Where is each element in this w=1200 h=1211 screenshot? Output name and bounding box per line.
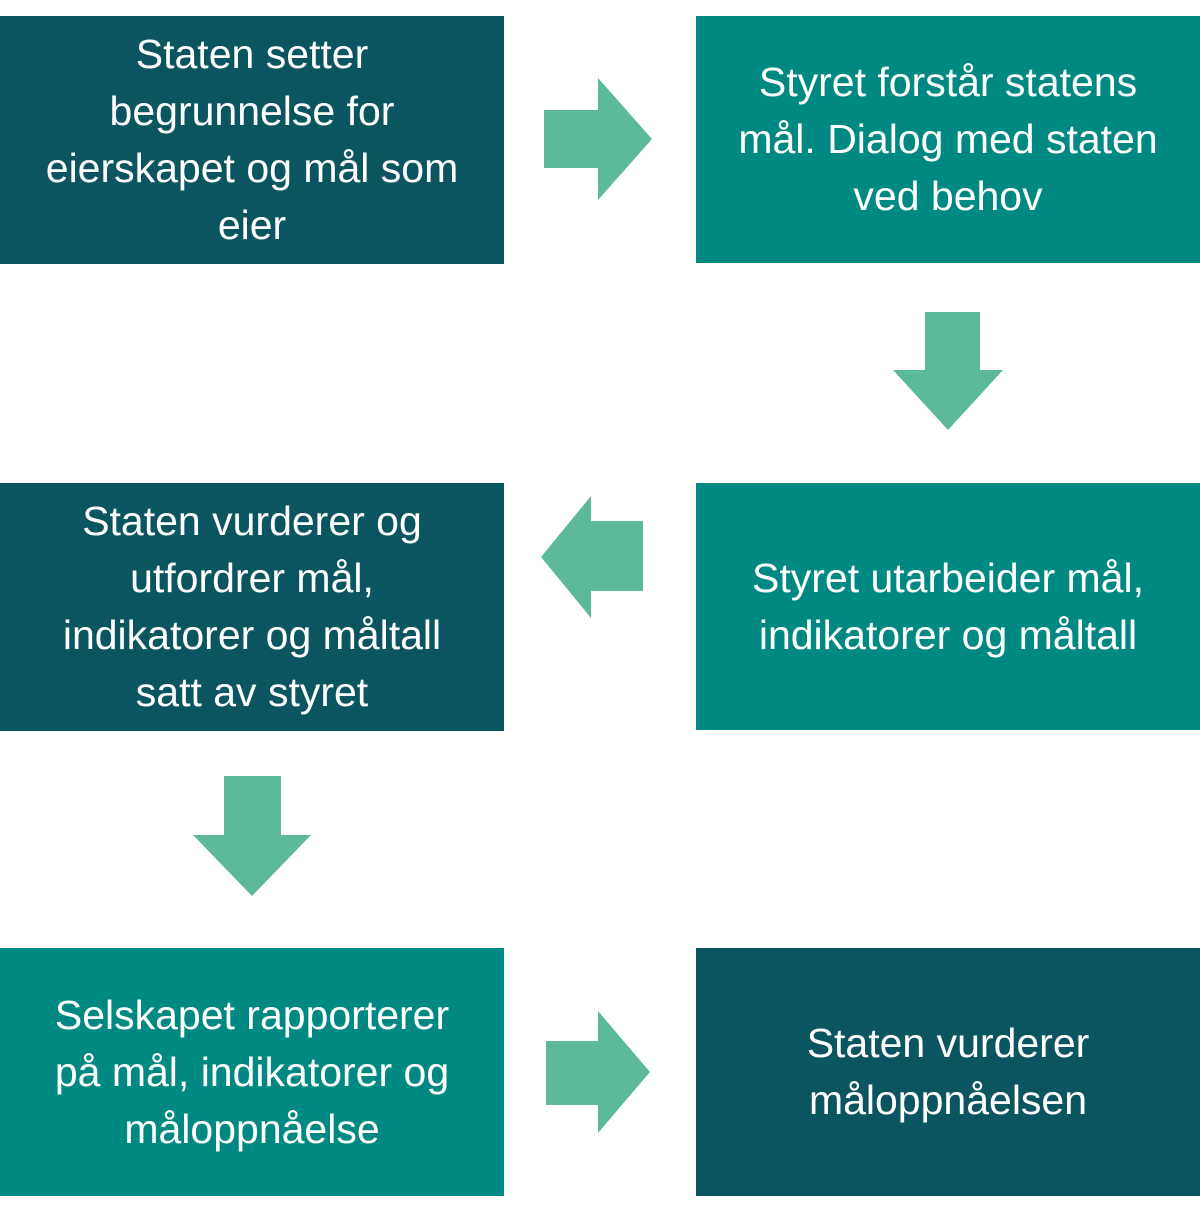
step-line: på mål, indikatorer og xyxy=(54,1048,450,1095)
step-line: mål. Dialog med staten xyxy=(738,116,1158,162)
step-line: satt av styret xyxy=(135,669,369,715)
step-line: ved behov xyxy=(853,173,1043,219)
step-box-board-understands-goals xyxy=(696,16,1200,263)
arrow-down-icon xyxy=(193,776,311,896)
arrow-right-icon xyxy=(546,1011,650,1133)
step-line: eierskapet og mål som xyxy=(45,145,459,191)
step-box-state-evaluates-goals xyxy=(0,483,504,731)
step-line: indikatorer og måltall xyxy=(62,612,442,658)
step-text xyxy=(738,54,1157,225)
step-text xyxy=(55,987,449,1158)
step-text xyxy=(752,550,1144,664)
step-line: måloppnåelse xyxy=(124,1105,380,1152)
step-text xyxy=(63,493,441,721)
step-text xyxy=(807,1015,1090,1129)
step-box-board-prepares-goals xyxy=(696,483,1200,730)
step-line: begrunnelse for xyxy=(109,88,395,134)
step-line: Staten vurderer og xyxy=(82,498,422,544)
arrow-down-icon xyxy=(893,312,1003,430)
step-box-state-evaluates-achievement xyxy=(696,948,1200,1196)
step-line: Styret forstår statens xyxy=(758,59,1138,105)
step-line: Staten vurderer xyxy=(806,1020,1090,1066)
step-line: måloppnåelsen xyxy=(808,1077,1088,1123)
step-line: indikatorer og måltall xyxy=(758,611,1138,658)
step-line: Staten setter xyxy=(135,31,369,77)
arrow-right-icon xyxy=(544,78,652,200)
step-line: Styret utarbeider mål, xyxy=(752,554,1144,601)
step-line: eier xyxy=(217,202,287,248)
arrow-left-icon xyxy=(541,496,643,618)
step-line: Selskapet rapporterer xyxy=(54,991,450,1038)
step-box-state-sets-rationale xyxy=(0,16,504,264)
step-text xyxy=(46,26,458,254)
step-box-company-reports xyxy=(0,948,504,1196)
step-line: utfordrer mål, xyxy=(130,555,374,601)
